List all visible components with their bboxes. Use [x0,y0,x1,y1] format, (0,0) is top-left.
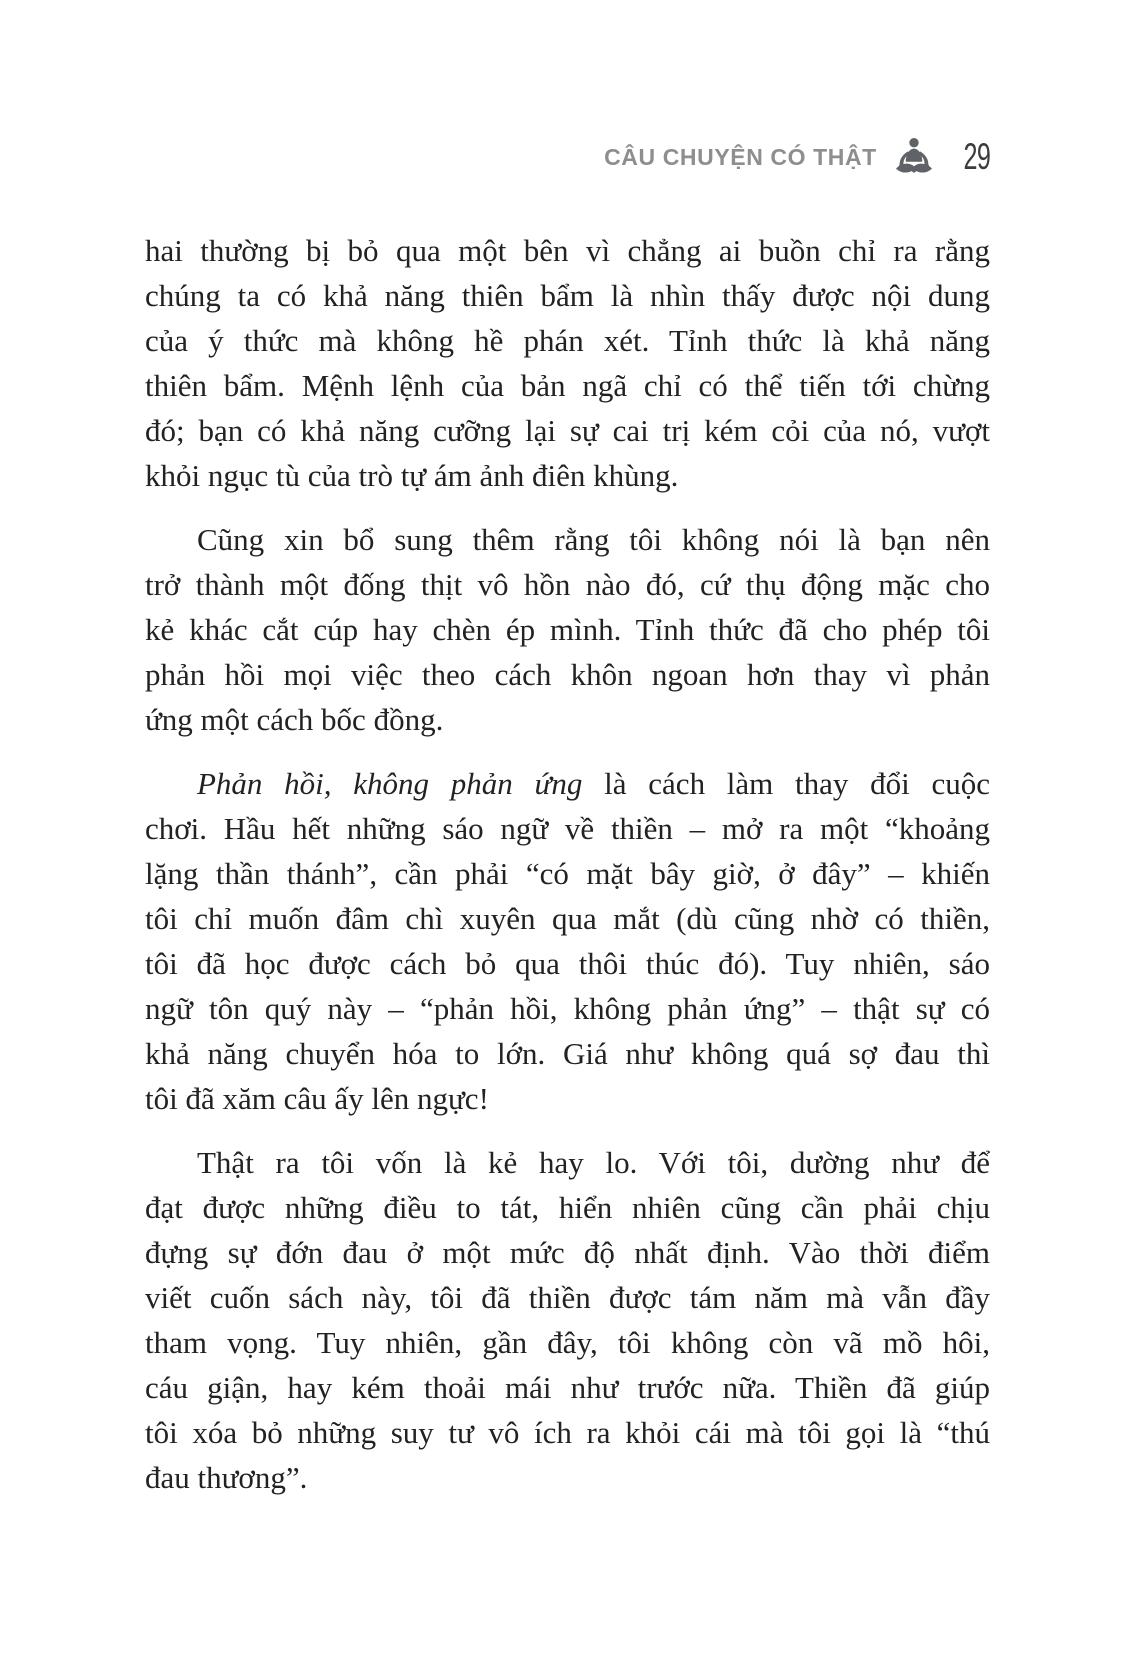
text-line [145,896,990,941]
text-segment: là cách làm thay đổi cuộc [582,766,990,801]
text-segment: trở thành một đống thịt vô hồn nào đó, cứ thụ động mặc cho [145,567,990,602]
text-segment: tham vọng. Tuy nhiên, gần đây, tôi không còn vã mồ hôi, [145,1325,990,1360]
text-line [145,562,990,607]
text-segment: của ý thức mà không hề phán xét. Tỉnh thức là khả năng [145,323,990,358]
text-line [145,652,990,697]
text-segment: khả năng chuyển hóa to lớn. Giá như không quá sợ đau thì [145,1036,990,1071]
page-number: 29 [963,135,990,177]
italic-text-segment: Phản hồi, không phản ứng [197,766,583,801]
paragraph [145,761,990,1121]
text-line [145,1031,990,1076]
text-line [145,1185,990,1230]
text-segment: ứng một cách bốc đồng. [145,702,444,737]
text-segment: tôi xóa bỏ những suy tư vô ích ra khỏi cái mà tôi gọi là “thú [145,1415,990,1450]
text-line [145,1140,990,1185]
text-segment: cáu giận, hay kém thoải mái như trước nữa. Thiền đã giúp [145,1370,990,1405]
text-segment: viết cuốn sách này, tôi đã thiền được tám năm mà vẫn đầy [145,1280,990,1315]
text-line [145,517,990,562]
text-segment: thiên bẩm. Mệnh lệnh của bản ngã chỉ có thể tiến tới chừng [145,368,990,403]
text-segment: ngữ tôn quý này – “phản hồi, không phản ứng” – thật sự có [145,991,990,1026]
paragraph [145,517,990,742]
text-segment: tôi đã xăm câu ấy lên ngực! [145,1081,489,1116]
text-line [145,697,990,742]
text-segment: lặng thần thánh”, cần phải “có mặt bây giờ, ở đây” – khiến [145,856,990,891]
text-segment: kẻ khác cắt cúp hay chèn ép mình. Tỉnh thức đã cho phép tôi [145,612,990,647]
text-line [145,273,990,318]
text-line [145,1410,990,1455]
text-segment: tôi đã học được cách bỏ qua thôi thúc đó). Tuy nhiên, sáo [145,946,990,981]
page-body [145,228,990,1500]
text-line [145,761,990,806]
text-segment: phản hồi mọi việc theo cách khôn ngoan hơn thay vì phản [145,657,990,692]
paragraph [145,228,990,498]
text-line [145,1455,990,1500]
text-segment: khỏi ngục tù của trò tự ám ảnh điên khùng. [145,458,679,493]
text-line [145,1076,990,1121]
text-segment: đó; bạn có khả năng cưỡng lại sự cai trị kém cỏi của nó, vượt [145,413,990,448]
text-line [145,363,990,408]
meditation-icon [891,135,937,177]
text-line [145,228,990,273]
text-line [145,851,990,896]
text-segment: tôi chỉ muốn đâm chì xuyên qua mắt (dù cũng nhờ có thiền, [145,901,990,936]
text-segment: đựng sự đớn đau ở một mức độ nhất định. Vào thời điểm [145,1235,990,1270]
text-line [145,1365,990,1410]
running-header [604,134,990,178]
text-segment: chúng ta có khả năng thiên bẩm là nhìn thấy được nội dung [145,278,990,313]
text-line [145,941,990,986]
text-line [145,318,990,363]
text-segment: đau thương”. [145,1460,308,1495]
text-line [145,408,990,453]
chapter-title: CÂU CHUYỆN CÓ THẬT [604,143,877,170]
text-segment: hai thường bị bỏ qua một bên vì chẳng ai buồn chỉ ra rằng [145,233,990,268]
text-segment: Thật ra tôi vốn là kẻ hay lo. Với tôi, dường như để [197,1145,990,1180]
text-line [145,986,990,1031]
text-line [145,1275,990,1320]
paragraph [145,1140,990,1500]
text-line [145,453,990,498]
text-line [145,1230,990,1275]
text-segment: Cũng xin bổ sung thêm rằng tôi không nói là bạn nên [197,522,990,557]
text-line [145,607,990,652]
text-segment: chơi. Hầu hết những sáo ngữ về thiền – mở ra một “khoảng [145,811,990,846]
text-segment: đạt được những điều to tát, hiển nhiên cũng cần phải chịu [145,1190,990,1225]
text-line [145,806,990,851]
text-line [145,1320,990,1365]
